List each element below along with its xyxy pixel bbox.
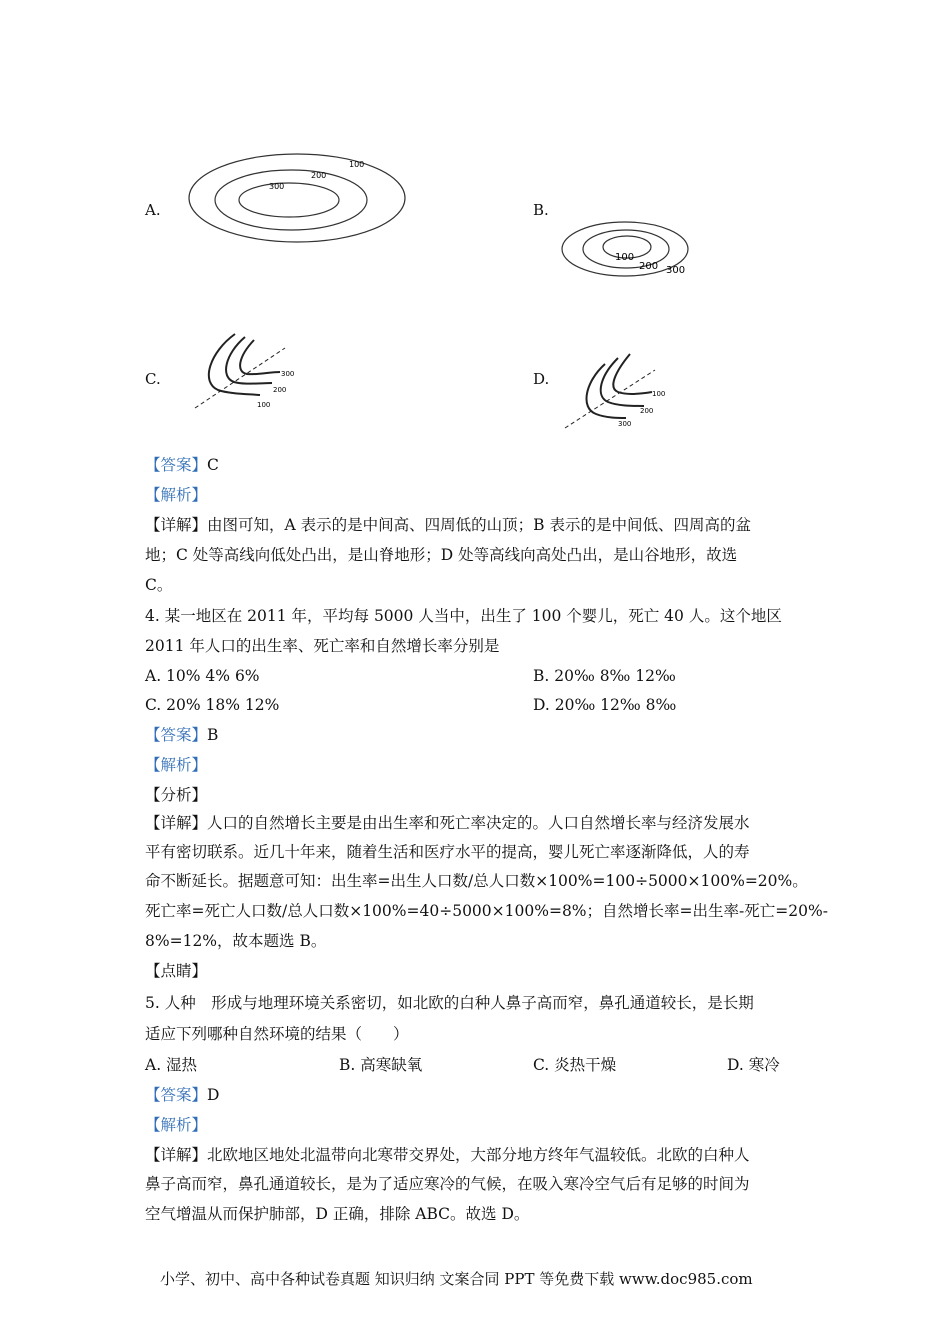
q4-fenxi-tag: 【分析】 — [145, 786, 208, 804]
q4-analysis-tag: 【解析】 — [145, 756, 208, 774]
q4-option-row — [145, 695, 810, 715]
contour-label-100: 100 — [349, 160, 365, 169]
contour-label-200: 200 — [311, 171, 327, 180]
answer-value: D — [207, 1086, 220, 1104]
option-b-label: B. — [533, 201, 549, 219]
q3-analysis-tag: 【解析】 — [145, 486, 208, 504]
answer-tag: 【答案】 — [145, 456, 208, 474]
page-footer: 小学、初中、高中各种试卷真题 知识归纳 文案合同 PPT 等免费下载 www.doc985.com — [160, 1270, 753, 1288]
q5-answer-line — [145, 1085, 810, 1105]
contour-label-200: 200 — [640, 407, 654, 415]
q5-stem-line: 适应下列哪种自然环境的结果（ ） — [145, 1025, 409, 1043]
q4-option-b: B. 20‰ 8‰ 12‰ — [533, 667, 676, 685]
option-c-label: C. — [145, 370, 161, 388]
q5-option-row — [145, 1055, 810, 1075]
contour-label-100: 100 — [257, 401, 271, 409]
detail-tag: 【详解】 — [145, 814, 208, 832]
q4-detail-line: 死亡率=死亡人口数/总人口数×100%=40÷5000×100%=8%；自然增长率=出生率-死亡=20%- — [145, 902, 828, 920]
detail-tag: 【详解】 — [145, 1146, 208, 1164]
option-d-contour-map — [560, 350, 675, 435]
option-b-contour-map — [555, 218, 705, 283]
q5-analysis-tag: 【解析】 — [145, 1116, 208, 1134]
q3-detail-line: 【详解】由图可知，A 表示的是中间高、四周低的山顶；B 表示的是中间低、四周高的盆 — [145, 516, 751, 534]
contour-label-300: 300 — [281, 370, 295, 378]
answer-tag: 【答案】 — [145, 726, 208, 744]
q4-detail-line: 命不断延长。据题意可知：出生率=出生人口数/总人口数×100%=100÷5000×100%=20%。 — [145, 872, 808, 890]
option-c-contour-map — [190, 330, 305, 415]
contour-label-200: 200 — [639, 261, 659, 272]
q5-detail-line: 空气增温从而保护肺部，D 正确，排除 ABC。故选 D。 — [145, 1205, 530, 1223]
contour-label-300: 300 — [269, 182, 285, 191]
q4-option-d: D. 20‰ 12‰ 8‰ — [533, 696, 677, 714]
answer-value: C — [207, 456, 219, 474]
detail-tag: 【详解】 — [145, 516, 208, 534]
q4-detail-line: 8%=12%，故本题选 B。 — [145, 932, 327, 950]
q4-detail-line: 【详解】人口的自然增长主要是由出生率和死亡率决定的。人口自然增长率与经济发展水 — [145, 814, 750, 832]
option-a-label: A. — [145, 201, 161, 219]
q4-answer-line — [145, 725, 810, 745]
q4-option-row — [145, 666, 810, 686]
contour-label-200: 200 — [273, 386, 287, 394]
q5-option-b: B. 高寒缺氧 — [339, 1056, 423, 1074]
answer-tag: 【答案】 — [145, 1086, 208, 1104]
contour-label-300: 300 — [618, 420, 632, 428]
q4-dianjing-tag: 【点睛】 — [145, 962, 208, 980]
option-d-label: D. — [533, 370, 550, 388]
q3-detail-line: C。 — [145, 576, 173, 594]
q4-option-c: C. 20% 18% 12% — [145, 696, 280, 714]
q5-detail-line: 【详解】北欧地区地处北温带向北寒带交界处，大部分地方终年气温较低。北欧的白种人 — [145, 1146, 750, 1164]
q3-answer-line — [145, 455, 810, 475]
q5-option-a: A. 湿热 — [145, 1056, 198, 1074]
contour-label-100: 100 — [652, 390, 666, 398]
contour-label-300: 300 — [666, 265, 686, 276]
q4-stem-line: 2011 年人口的出生率、死亡率和自然增长率分别是 — [145, 637, 500, 655]
q4-option-a: A. 10% 4% 6% — [145, 667, 260, 685]
q5-option-c: C. 炎热干燥 — [533, 1056, 617, 1074]
q4-detail-line: 平有密切联系。近几十年来，随着生活和医疗水平的提高，婴儿死亡率逐渐降低，人的寿 — [145, 843, 750, 861]
contour-label-100: 100 — [615, 252, 635, 263]
q5-detail-line: 鼻子高而窄，鼻孔通道较长，是为了适应寒冷的气候，在吸入寒冷空气后有足够的时间为 — [145, 1175, 750, 1193]
option-a-contour-map — [185, 150, 415, 250]
q3-detail-line: 地；C 处等高线向低处凸出，是山脊地形；D 处等高线向高处凸出，是山谷地形，故选 — [145, 546, 738, 564]
q5-option-d: D. 寒冷 — [727, 1056, 780, 1074]
q5-stem-line: 5. 人种 形成与地理环境关系密切，如北欧的白种人鼻子高而窄，鼻孔通道较长，是长期 — [145, 994, 754, 1012]
q4-stem-line: 4. 某一地区在 2011 年，平均每 5000 人当中，出生了 100 个婴儿，死亡 40 人。这个地区 — [145, 607, 782, 625]
answer-value: B — [207, 726, 219, 744]
